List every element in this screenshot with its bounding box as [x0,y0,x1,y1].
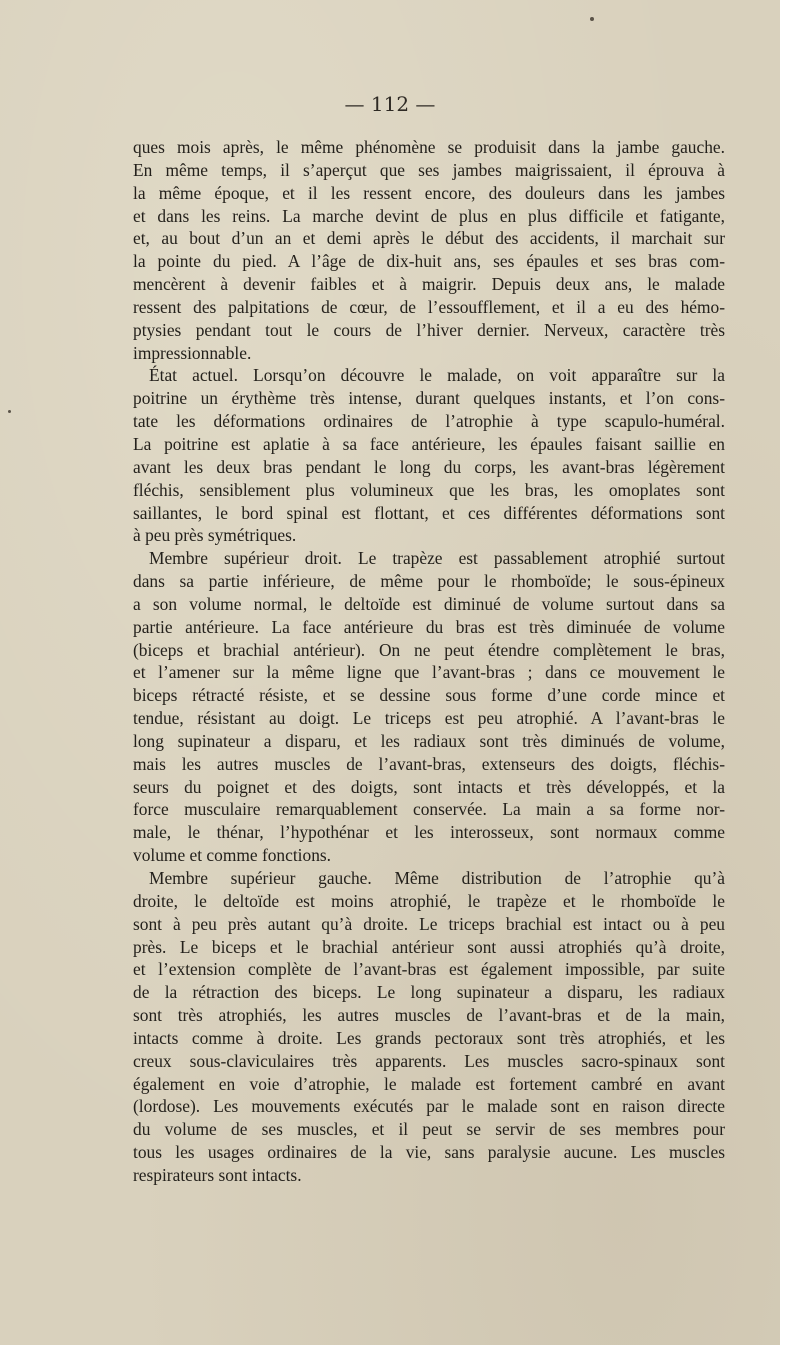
text-line: également en voie d’atrophie, le malade est fortement cambré en avant [133,1073,725,1094]
text-line: sont très atrophiés, les autres muscles de l’avant-bras et de la main, [133,1005,725,1026]
text-line: tendue, résistant au doigt. Le triceps est peu atrophié. A l’avant-bras le [133,708,725,729]
text-line: biceps rétracté résiste, et se dessine sous forme d’une corde mince et [133,685,725,706]
text-line: (lordose). Les mouvements exécutés par le malade sont en raison directe [133,1096,725,1117]
text-line: (biceps et brachial antérieur). On ne peut étendre complètement le bras, [133,639,725,660]
text-line: mencèrent à devenir faibles et à maigrir. Depuis deux ans, le malade [133,274,725,295]
page-number: — 112 — [344,92,436,116]
text-line: La poitrine est aplatie à sa face antérieure, les épaules faisant saillie en [133,433,725,454]
text-line: partie antérieure. La face antérieure du bras est très diminuée de volume [133,616,725,637]
text-line: seurs du poignet et des doigts, sont intacts et très développés, et la [133,776,725,797]
text-line: sont à peu près autant qu’à droite. Le triceps brachial est intact ou à peu [133,913,725,934]
text-line: tous les usages ordinaires de la vie, sans paralysie aucune. Les muscles [133,1142,725,1163]
text-line: du volume de ses muscles, et il peut se servir de ses membres pour [133,1119,725,1140]
text-line: force musculaire remarquablement conservée. La main a sa forme nor- [133,799,725,820]
text-line: et, au bout d’un an et demi après le début des accidents, il marchait sur [133,228,725,249]
text-line: près. Le biceps et le brachial antérieur sont aussi atrophiés qu’à droite, [133,936,725,957]
text-line: droite, le deltoïde est moins atrophié, le trapèze et le rhomboïde le [133,890,725,911]
text-line: et l’extension complète de l’avant-bras est également impossible, par suite [133,959,725,980]
text-line: et dans les reins. La marche devint de plus en plus difficile et fatigante, [133,205,725,226]
text-line: respirateurs sont intacts. [133,1164,302,1185]
text-line: dans sa partie inférieure, de même pour le rhomboïde; le sous-épineux [133,571,725,592]
ink-speck [590,17,594,21]
text-line: Membre supérieur gauche. Même distribution de l’atrophie qu’à [149,868,725,888]
text-line: fléchis, sensiblement plus volumineux que les bras, les omoplates sont [133,479,725,500]
text-line: En même temps, il s’aperçut que ses jambes maigrissaient, il éprouva à [133,159,725,180]
text-line: intacts comme à droite. Les grands pectoraux sont très atrophiés, et les [133,1027,725,1048]
text-line: male, le thénar, l’hypothénar et les interosseux, sont normaux comme [133,822,725,843]
text-line: long supinateur a disparu, et les radiaux sont très diminués de volume, [133,730,725,751]
text-line: saillantes, le bord spinal est flottant, et ces différentes déformations sont [133,502,725,523]
ink-speck [8,410,11,413]
text-line: impressionnable. [133,342,252,363]
text-line: ques mois après, le même phénomène se produisit dans la jambe gauche. [133,137,725,157]
text-line: avant les deux bras pendant le long du corps, les avant-bras légèrement [133,456,725,477]
text-line: creux sous-claviculaires très apparents. Les muscles sacro-spinaux sont [133,1050,725,1071]
body-text [133,136,725,1187]
text-line: ptysies pendant tout le cours de l’hiver dernier. Nerveux, caractère très [133,319,725,340]
text-line: Membre supérieur droit. Le trapèze est passablement atrophié surtout [149,548,725,569]
text-line: la pointe du pied. A l’âge de dix-huit ans, ses épaules et ses bras com- [133,251,725,272]
text-line: volume et comme fonctions. [133,845,332,866]
text-line: mais les autres muscles de l’avant-bras, extenseurs des doigts, fléchis- [133,753,725,774]
text-line: ressent des palpitations de cœur, de l’essoufflement, et il a eu des hémo- [133,296,725,317]
text-line: État actuel. Lorsqu’on découvre le malade, on voit apparaître sur la [149,365,725,386]
text-line: poitrine un érythème très intense, durant quelques instants, et l’on cons- [133,388,725,409]
text-line: de la rétraction des biceps. Le long supinateur a disparu, les radiaux [133,982,725,1003]
text-line: a son volume normal, le deltoïde est diminué de volume surtout dans sa [133,593,725,614]
text-line: la même époque, et il les ressent encore, des douleurs dans les jambes [133,182,725,203]
text-line: tate les déformations ordinaires de l’atrophie à type scapulo-huméral. [133,411,725,432]
text-line: et l’amener sur la même ligne que l’avant-bras ; dans ce mouvement le [133,662,725,683]
text-line: à peu près symétriques. [133,525,297,546]
